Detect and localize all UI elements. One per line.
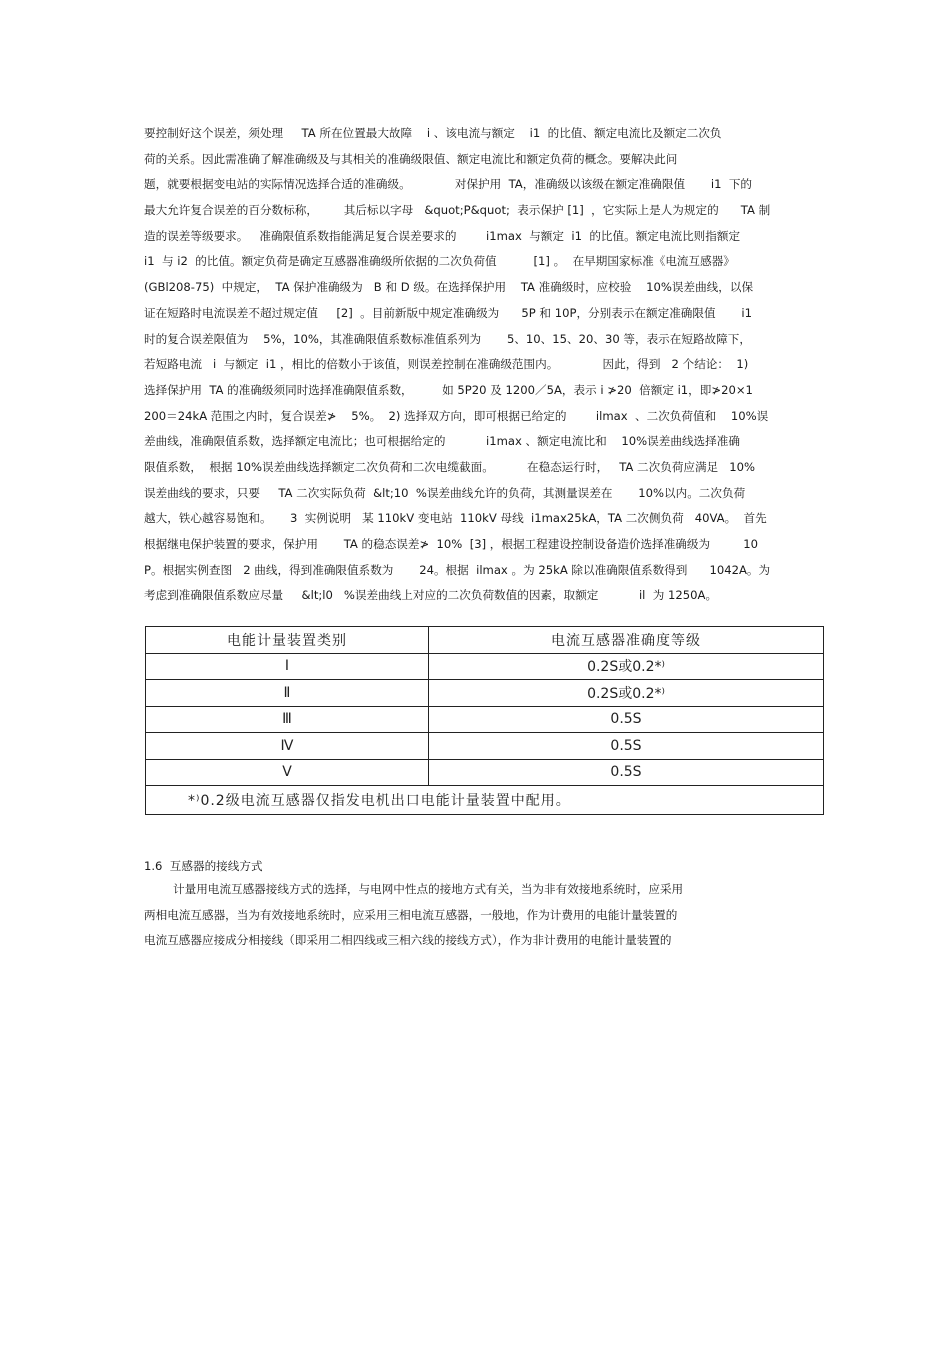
body-text [144,121,816,609]
table-row [146,653,824,680]
table-note-row [146,786,824,815]
table-cell-accuracy: 0.2S或0.2*⁾ [429,680,824,707]
table-row [146,733,824,760]
section-line: 计量用电流互感器接线方式的选择，与电网中性点的接地方式有关，当为非有效接地系统时，应采用 [173,882,684,896]
body-line: (GBl208-75) 中规定， TA 保护准确级为 B 和 D 级。在选择保护用 TA 准确级时，应校验 10%误差曲线，以保 [144,280,754,295]
table-header-category: 电能计量装置类别 [146,627,429,654]
table-row [146,759,824,786]
table-cell-accuracy: 0.2S或0.2*⁾ [429,653,824,680]
body-line: 越大，铁心越容易饱和。 3 实例说明 某 110kV 变电站 110kV 母线 i1max25kA，TA 二次侧负荷 40VA。 首先 [144,511,767,526]
table-row [146,680,824,707]
table-header-accuracy: 电流互感器准确度等级 [429,627,824,654]
body-line: 若短路电流 i 与额定 i1 ，相比的倍数小于该值，则误差控制在准确级范围内。 因此，得到 2 个结论： 1) [144,357,749,372]
section-line: 两相电流互感器，当为有效接地系统时，应采用三相电流互感器，一般地，作为计费用的电能计量装置的 [144,907,678,922]
table-cell-category: Ⅴ [146,759,429,786]
body-line: 根据继电保护装置的要求，保护用 TA 的稳态误差≯ 10% [3] ，根据工程建设控制设备造价选择准确级为 10 [144,537,759,551]
body-line: 题，就要根据变电站的实际情况选择合适的准确级。 对保护用 TA，准确级以该级在额定准确限值 i1 下的 [144,177,753,192]
body-line: 证在短路时电流误差不超过规定值 [2] 。目前新版中规定准确级为 5P 和 10P，分别表示在额定准确限值 i1 [144,305,752,320]
body-line: 误差曲线的要求，只要 TA 二次实际负荷 &lt;10 %误差曲线允许的负荷，其测量误差在 10%以内。二次负荷 [144,485,746,500]
section-wiring [144,855,824,954]
table-cell-category: Ⅱ [146,680,429,707]
body-line: 选择保护用 TA 的准确级须同时选择准确限值系数， 如 5P20 及 1200／5A，表示 i ≯20 倍额定 i1，即≯20×1 [144,382,753,397]
table-cell-category: Ⅲ [146,706,429,733]
body-line: P。根据实例查图 2 曲线，得到准确限值系数为 24。根据 ilmax 。为 25kA 除以准确限值系数得到 1042A。为 [144,562,771,577]
body-line: 最大允许复合误差的百分数标称， 其后标以字母 &quot;P&quot; 表示保护 [1] ，它实际上是人为规定的 TA 制 [144,203,771,218]
body-line: 差曲线，准确限值系数，选择额定电流比；也可根据给定的 i1max 、额定电流比和 10%误差曲线选择准确 [144,434,740,449]
table-cell-category: Ⅳ [146,733,429,760]
body-line: 200＝24kA 范围之内时，复合误差≯ 5%。 2) 选择双方向，即可根据已给定的 ilmax 、二次负荷值和 10%误 [144,408,769,423]
table-cell-accuracy: 0.5S [429,706,824,733]
body-line: 造的误差等级要求。 准确限值系数指能满足复合误差要求的 i1max 与额定 i1 的比值。额定电流比则指额定 [144,228,741,243]
body-line: 限值系数， 根据 10%误差曲线选择额定二次负荷和二次电缆截面。 在稳态运行时， TA 二次负荷应满足 10% [144,459,756,474]
body-line: 考虑到准确限值系数应尽量 &lt;l0 %误差曲线上对应的二次负荷数值的因素，取额定 il 为 1250A。 [144,588,718,603]
section-heading: 1.6 互感器的接线方式 [144,859,263,873]
table-header-row [146,627,824,654]
accuracy-class-table [145,626,824,815]
table-row [146,706,824,733]
section-line: 电流互感器应接成分相接线（即采用二相四线或三相六线的接线方式），作为非计费用的电能计量装置的 [144,933,672,947]
table-note: *⁾0.2级电流互感器仅指发电机出口电能计量装置中配用。 [146,786,824,815]
table-cell-category: Ⅰ [146,653,429,680]
table-cell-accuracy: 0.5S [429,733,824,760]
table-cell-accuracy: 0.5S [429,759,824,786]
body-line: i1 与 i2 的比值。额定负荷是确定互感器准确级所依据的二次负荷值 [1] 。 在早期国家标准《电流互感器》 [144,254,735,269]
body-line: 时的复合误差限值为 5%，10%，其准确限值系数标准值系列为 5、10、15、20、30 等，表示在短路故障下， [144,331,751,346]
body-line: 要控制好这个误差，须处理 TA 所在位置最大故障 i 、该电流与额定 i1 的比值、额定电流比及额定二次负 [144,126,722,140]
body-line: 荷的关系。因此需准确了解准确级及与其相关的准确级限值、额定电流比和额定负荷的概念。要解决此问 [144,151,678,166]
